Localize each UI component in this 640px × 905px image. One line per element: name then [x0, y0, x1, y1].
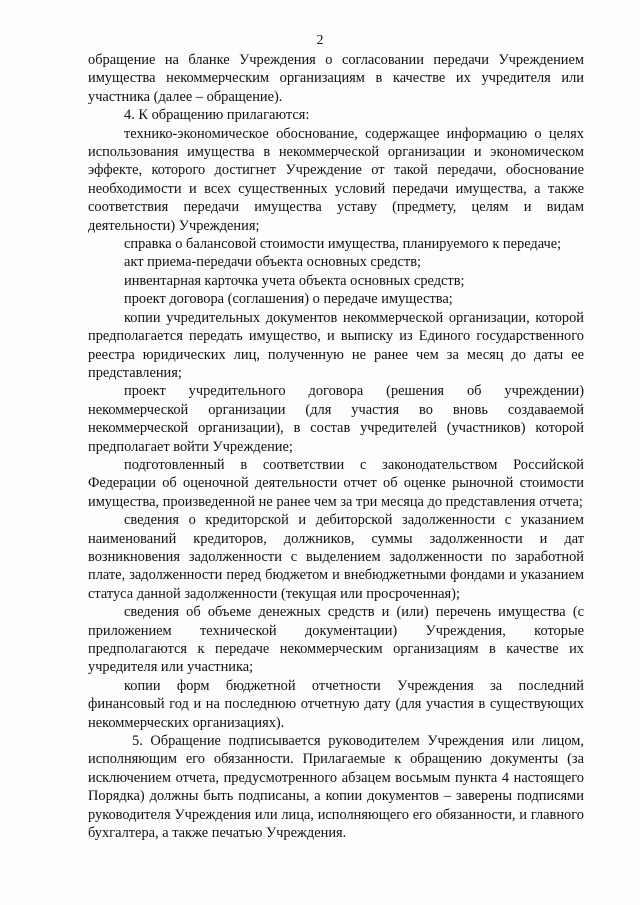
paragraph-request-continuation: обращение на бланке Учреждения о согласовании передачи Учреждением имущества некоммерческим организациям в качестве их учредителя или участника (далее – обращение). [88, 52, 584, 105]
paragraph-draft-agreement: проект договора (соглашения) о передаче имущества; [124, 291, 453, 308]
paragraph-inventory-card: инвентарная карточка учета объекта основных средств; [124, 272, 465, 289]
paragraph-valuation-report: подготовленный в соответствии с законодательством Российской Федерации об оценочной деятельности отчет об оценке рыночной стоимости имущества, произведенной не ранее чем за три месяца до представления отчета; [88, 456, 584, 510]
paragraph-founding-documents: копии учредительных документов некоммерческой организации, которой предполагается передать имущество, и выписку из Единого государственного реестра юридических лиц, полученную не ранее чем за месяц до даты ее представления; [88, 309, 584, 381]
paragraph-funds-information: сведения об объеме денежных средств и (или) перечень имущества (с приложением технической документации) Учреждения, которые предполагаются к передаче некоммерческим организациям в качестве их учредителя или участника; [88, 604, 584, 676]
paragraph-budget-reporting: копии форм бюджетной отчетности Учреждения за последний финансовый год и на последнюю отчетную дату (для участия в существующих некоммерческих организациях). [88, 677, 584, 731]
paragraph-item-5-signing: 5. Обращение подписывается руководителем Учреждения или лицом, исполняющим его обязанности. Прилагаемые к обращению документы (за исключением отчета, предусмотренного абзацем восьмым пункта 4 настоящего Порядка) должны быть подписаны, а копии документов – заверены подписями руководителя Учреждения или лица, исполняющего его обязанности, и главного бухгалтера, а также печатью Учреждения. [88, 733, 584, 842]
paragraph-balance-certificate: справка о балансовой стоимости имущества, планируемого к передаче; [124, 236, 562, 253]
paragraph-draft-founding-agreement: проект учредительного договора (решения об учреждении) некоммерческой организации (для участия во вновь создаваемой некоммерческой организации), в состав учредителей (участников) которой предполагает войти Учреждение; [88, 383, 584, 455]
paragraph-transfer-act: акт приема-передачи объекта основных средств; [124, 254, 422, 271]
paragraph-feasibility-study: технико-экономическое обоснование, содержащее информацию о целях использования имущества в некоммерческой организации и экономическом эффекте, которого достигнет Учреждение от такой передачи, обоснование необходимости и всех существенных условий передачи имущества, а также соответствия передачи имущества уставу (предмету, целям и видам деятельности) Учреждения; [88, 125, 584, 234]
page-number: 2 [316, 33, 324, 48]
document-body [88, 51, 584, 842]
paragraph-item-4-heading: 4. К обращению прилагаются: [124, 107, 310, 124]
paragraph-debt-information: сведения о кредиторской и дебиторской задолженности с указанием наименований кредиторов, должников, суммы задолженности и дат возникновения задолженности с выделением задолженности по заработной плате, задолженности перед бюджетом и внебюджетными фондами и указанием статуса данной задолженности (текущая или просроченная); [88, 512, 584, 602]
